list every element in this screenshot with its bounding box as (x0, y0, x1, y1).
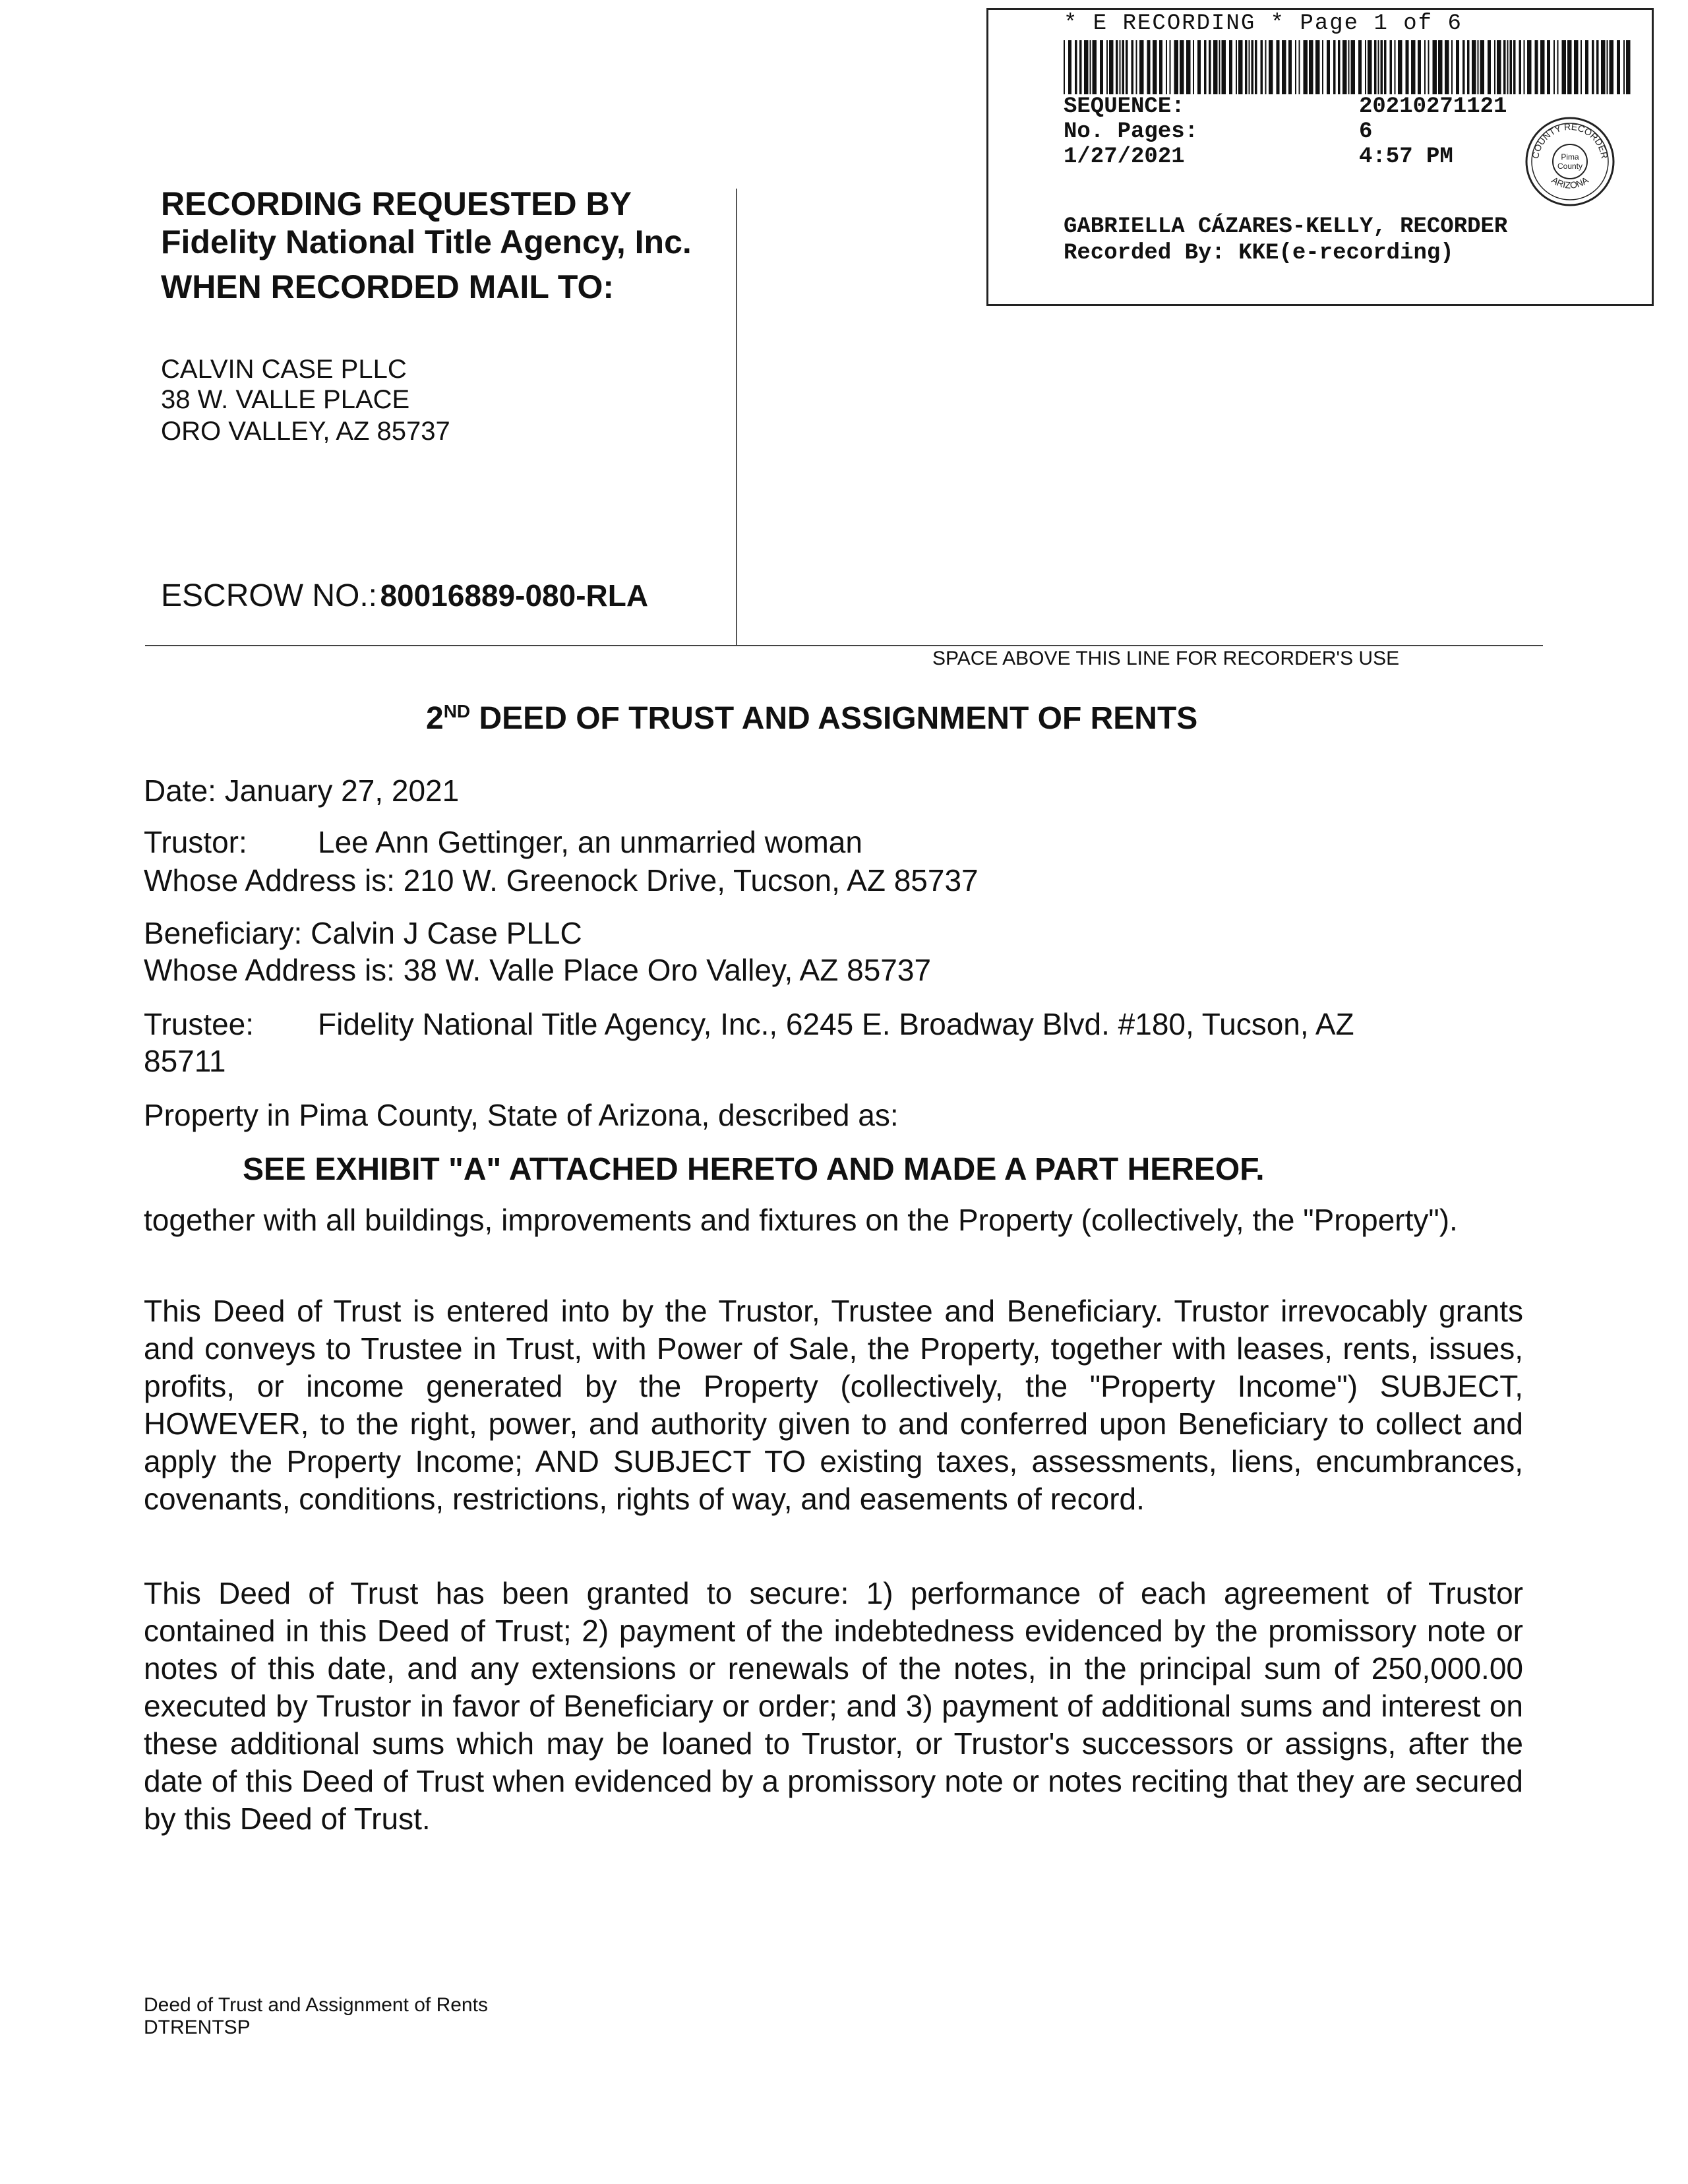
sequence-label: SEQUENCE: (1064, 94, 1185, 119)
recorder-name: GABRIELLA CÁZARES-KELLY, RECORDER (1064, 214, 1508, 239)
trustor-address: Whose Address is: 210 W. Greenock Drive, Tucson, AZ 85737 (144, 863, 979, 897)
recording-date: 1/27/2021 (1064, 144, 1185, 169)
exhibit-line: SEE EXHIBIT "A" ATTACHED HERETO AND MADE A PART HEREOF. (243, 1152, 1265, 1187)
title-ordinal-suffix: ND (443, 701, 471, 721)
mail-to-city: ORO VALLEY, AZ 85737 (161, 417, 450, 446)
county-recorder-seal-icon (1524, 115, 1616, 208)
beneficiary-line: Beneficiary: Calvin J Case PLLC (144, 916, 582, 950)
paragraph-property: together with all buildings, improvements and fixtures on the Property (collectively, the "Property"). (144, 1203, 1458, 1237)
beneficiary-address: Whose Address is: 38 W. Valle Place Oro Valley, AZ 85737 (144, 953, 932, 987)
seal-center-text-2: County (1557, 162, 1583, 171)
paragraph-security: This Deed of Trust has been granted to secure: 1) performance of each agreement of Trustor contained in this Deed of Trust; 2) payment of the indebtedness evidenced by the promissory note or notes of this date, and any extensions or renewals of the notes, in the principal sum of 250,000.00 executed by Trustor in favor of Beneficiary or order; and 3) payment of additional sums and interest on these additional sums which may be loaned to Trustor, or Trustor's successors or assigns, after the date of this Deed of Trust when evidenced by a promissory note or notes reciting that they are secured by this Deed of Trust. (144, 1576, 1523, 1836)
paragraph-grant: This Deed of Trust is entered into by the Trustor, Trustee and Beneficiary. Trustor irrevocably grants and conveys to Trustee in Trust, with Power of Sale, the Property, together with leases, rents, issues, profits, or income generated by the Property (collectively, the "Property Income") SUBJECT, HOWEVER, to the right, power, and authority given to and conferred upon Beneficiary to collect and apply the Property Income; AND SUBJECT TO existing taxes, assessments, liens, encumbrances, covenants, conditions, restrictions, rights of way, and easements of record. (144, 1294, 1523, 1516)
title-text: DEED OF TRUST AND ASSIGNMENT OF RENTS (470, 701, 1198, 736)
date-line: Date: January 27, 2021 (144, 774, 460, 808)
trustor-value: Lee Ann Gettinger, an unmarried woman (318, 825, 862, 859)
mail-to-name: CALVIN CASE PLLC (161, 355, 407, 384)
svg-text:ARIZONA (1550, 174, 1590, 191)
requested-by-name: Fidelity National Title Agency, Inc. (161, 224, 692, 260)
escrow-value: 80016889-080-RLA (380, 578, 649, 613)
seal-bottom-text: ARIZONA (1550, 174, 1590, 191)
document-title (426, 700, 1197, 737)
barcode-icon (1064, 40, 1631, 94)
mail-to-label: WHEN RECORDED MAIL TO: (161, 268, 615, 305)
stamp-header: * E RECORDING * Page 1 of 6 (1064, 11, 1462, 36)
recorded-by: Recorded By: KKE(e-recording) (1064, 241, 1454, 266)
seal-center-text-1: Pima (1561, 152, 1579, 162)
pages-value: 6 (1359, 119, 1373, 144)
mail-to-street: 38 W. VALLE PLACE (161, 385, 410, 414)
recorder-space-note: SPACE ABOVE THIS LINE FOR RECORDER'S USE (932, 648, 1400, 669)
footer-form-code: DTRENTSP (144, 2017, 251, 2038)
trustee-label: Trustee: (144, 1007, 255, 1041)
escrow-label: ESCROW NO.: (161, 578, 378, 613)
footer-form-title: Deed of Trust and Assignment of Rents (144, 1994, 488, 2016)
property-line: Property in Pima County, State of Arizona, described as: (144, 1098, 899, 1132)
escrow-number (161, 578, 648, 614)
recorder-space-line (145, 645, 1543, 646)
recorder-stamp (986, 8, 1654, 306)
trustee-zip: 85711 (144, 1044, 226, 1078)
pages-label: No. Pages: (1064, 119, 1199, 144)
sequence-value: 20210271121 (1359, 94, 1507, 119)
seal-top-text: COUNTY RECORDER (1530, 121, 1610, 160)
trustor-label: Trustor: (144, 825, 247, 859)
header-divider-vertical (736, 189, 737, 645)
requested-by-label: RECORDING REQUESTED BY (161, 185, 632, 222)
trustee-value: Fidelity National Title Agency, Inc., 6245 E. Broadway Blvd. #180, Tucson, AZ (318, 1007, 1354, 1041)
title-ordinal: 2 (426, 701, 444, 736)
recording-time: 4:57 PM (1359, 144, 1453, 169)
